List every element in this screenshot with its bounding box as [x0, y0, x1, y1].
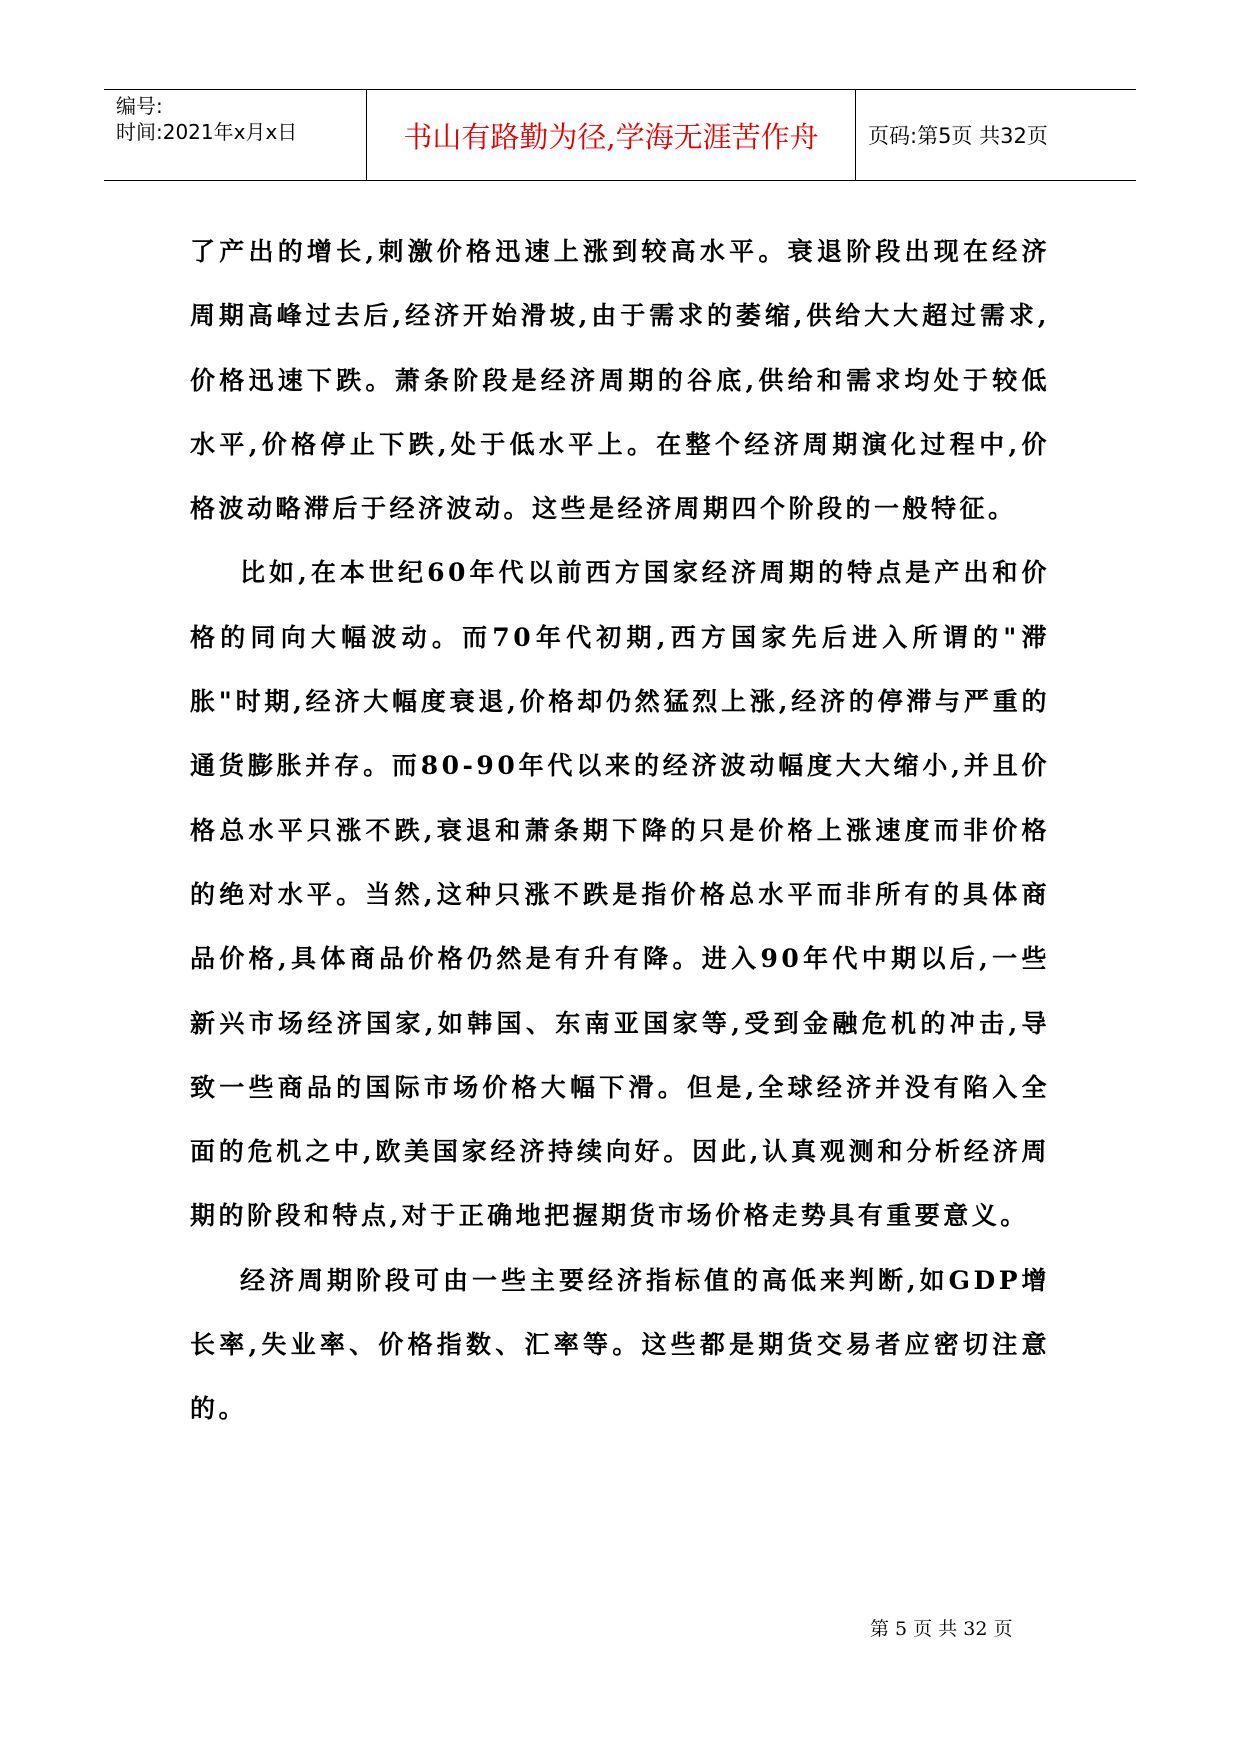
- page-footer: 第 5 页 共 32 页: [870, 1618, 1013, 1640]
- header-motto: 书山有路勤为径,学海无涯苦作舟: [403, 119, 819, 154]
- paragraph: 比如,在本世纪60年代以前西方国家经济周期的特点是产出和价格的同向大幅波动。而70年代初期,西方国家先后进入所谓的"滞胀"时期,经济大幅度衰退,价格却仍然猛烈上涨,经济的停滞与严重的通货膨胀并存。而80-90年代以来的经济波动幅度大大缩小,并且价格总水平只涨不跌,衰退和萧条期下降的只是价格上涨速度而非价格的绝对水平。当然,这种只涨不跌是指价格总水平而非所有的具体商品价格,具体商品价格仍然是有升有降。进入90年代中期以后,一些新兴市场经济国家,如韩国、东南亚国家等,受到金融危机的冲击,导致一些商品的国际市场价格大幅下滑。但是,全球经济并没有陷入全面的危机之中,欧美国家经济持续向好。因此,认真观测和分析经济周期的阶段和特点,对于正确地把握期货市场价格走势具有重要意义。: [190, 558, 1050, 1231]
- document-body: [190, 220, 1050, 1442]
- document-date: 时间:2021年x月x日: [116, 120, 298, 144]
- page-header: [104, 89, 1136, 181]
- header-motto-cell: [366, 90, 856, 180]
- paragraph: 了产出的增长,刺激价格迅速上涨到较高水平。衰退阶段出现在经济周期高峰过去后,经济开始滑坡,由于需求的萎缩,供给大大超过需求,价格迅速下跌。萧条阶段是经济周期的谷底,供给和需求均处于较低水平,价格停止下跌,处于低水平上。在整个经济周期演化过程中,价格波动略滞后于经济波动。这些是经济周期四个阶段的一般特征。: [190, 237, 1050, 524]
- document-number-label: 编号:: [116, 94, 163, 118]
- header-info: [104, 90, 366, 180]
- header-page-number: 页码:第5页 共32页: [868, 124, 1048, 148]
- paragraph: 经济周期阶段可由一些主要经济指标值的高低来判断,如GDP增长率,失业率、价格指数、汇率等。这些都是期货交易者应密切注意的。: [190, 1265, 1050, 1424]
